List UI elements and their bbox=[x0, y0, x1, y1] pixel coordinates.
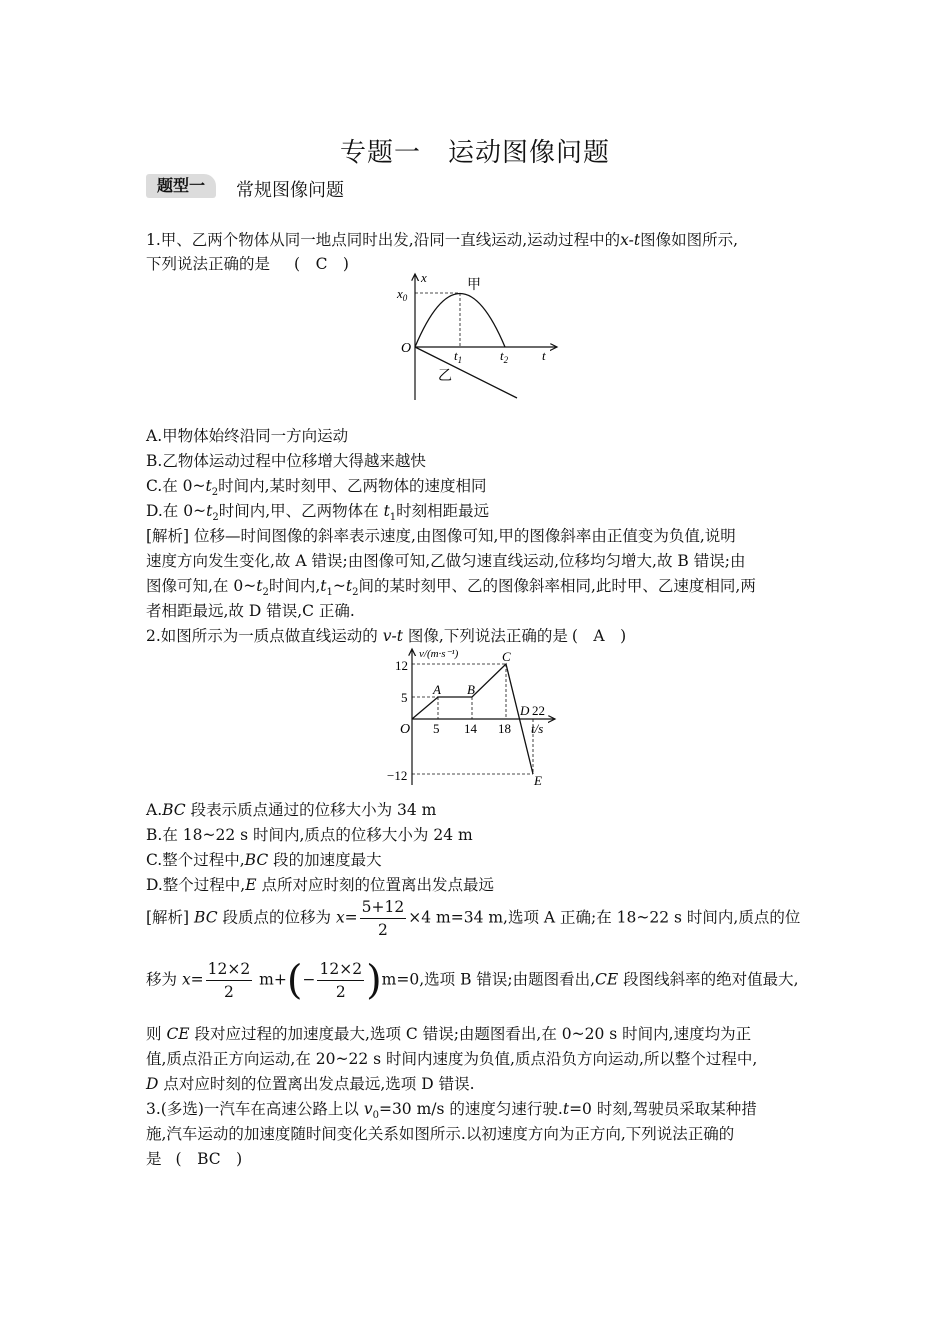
q2-analysis-line2: 移为 x= $\frac{12\times 2}{2}$ m+(− $\frac{12\times 2}{2}$ )m=0,选项 B 错误;由题图看出,CE 段图线斜率的绝对值最大, bbox=[146, 957, 799, 1004]
q1-option-b: B.乙物体运动过程中位移增大得越来越快 bbox=[146, 452, 426, 470]
q2-frac3: $\frac{12\times 2}{2}$ bbox=[319, 960, 363, 1001]
q1-t2-label: $t_2$ bbox=[500, 348, 509, 365]
q2-yneg12: −12 bbox=[387, 768, 408, 783]
q1-analysis-line3: 图像可知,在 $0\sim t_2$时间内$,t_1\sim t_2$间的某时刻甲、乙的图像斜率相同,此时甲、乙速度相同,两 bbox=[146, 577, 756, 599]
q1-origin: O bbox=[401, 341, 412, 356]
q2-stem: 2.如图所示为一质点做直线运动的 v-t 图像,下列说法正确的是 ( A ) bbox=[146, 627, 627, 645]
q2-x22: 22 bbox=[532, 703, 545, 718]
page-title: 专题一 运动图像问题 bbox=[339, 138, 610, 168]
q1-xt-graph bbox=[395, 268, 565, 403]
q2-point-a: A bbox=[433, 682, 441, 697]
q2-option-d: D.整个过程中,E 点所对应时刻的位置离出发点最远 bbox=[146, 876, 494, 894]
q2-frac2: $\frac{12\times 2}{2}$ bbox=[207, 960, 251, 1001]
q1-option-c: C.在 $0\sim t_2$时间内,某时刻甲、乙两物体的速度相同 bbox=[146, 477, 487, 499]
q3-stem-line2: 施,汽车运动的加速度随时间变化关系如图所示.以初速度方向为正方向,下列说法正确的 bbox=[146, 1125, 735, 1143]
q1-yi-label: 乙 bbox=[438, 369, 452, 384]
q2-analysis-line1: [解析] BC 段质点的位移为 x= $\frac{5+12}{2}$ ×4 m=34 m,选项 A 正确;在 18~22 s 时间内,质点的位 bbox=[146, 898, 801, 939]
q2-y12: 12 bbox=[395, 658, 408, 673]
q2-point-e: E bbox=[534, 773, 542, 788]
q2-answer: ( A ) bbox=[571, 627, 627, 645]
section-badge: 题型一 bbox=[146, 174, 216, 198]
q2-v-label: v/(m·s⁻¹) bbox=[419, 648, 459, 660]
q2-y5: 5 bbox=[401, 690, 408, 705]
q1-answer: ( C ) bbox=[294, 255, 349, 273]
q2-option-a: A.BC 段表示质点通过的位移大小为 34 m bbox=[146, 801, 437, 819]
q1-analysis-line2: 速度方向发生变化,故 A 错误;由图像可知,乙做匀速直线运动,位移均匀增大,故 B 错误;由 bbox=[146, 552, 746, 570]
q2-point-d: D bbox=[520, 703, 530, 718]
q3-answer: ( BC ) bbox=[175, 1150, 243, 1168]
q1-option-a: A.甲物体始终沿同一方向运动 bbox=[146, 427, 349, 445]
q1-jia-label: 甲 bbox=[467, 278, 481, 293]
q2-analysis-line5: D 点对应时刻的位置离出发点最远,选项 D 错误. bbox=[146, 1075, 475, 1093]
q1-analysis-line4: 者相距最远,故 D 错误,C 正确. bbox=[146, 602, 355, 620]
q2-point-c: C bbox=[502, 649, 511, 664]
q1-y-label: x bbox=[421, 270, 427, 285]
q3-stem-line1: 3.(多选)一汽车在高速公路上以 $v_0=30$ m/s 的速度匀速行驶.t=0 时刻,驾驶员采取某种措 bbox=[146, 1100, 757, 1122]
q2-analysis-line4: 值,质点沿正方向运动,在 20~22 s 时间内速度为负值,质点沿负方向运动,所以整个过程中, bbox=[146, 1050, 758, 1068]
q1-stem-line2: 下列说法正确的是 ( C ) bbox=[146, 255, 349, 273]
q2-option-b: B.在 18~22 s 时间内,质点的位移大小为 24 m bbox=[146, 826, 473, 844]
q1-x0-label: $x_0$ bbox=[397, 286, 408, 303]
q2-option-c: C.整个过程中,BC 段的加速度最大 bbox=[146, 851, 382, 869]
q2-origin: O bbox=[400, 722, 411, 737]
q1-t1-label: $t_1$ bbox=[454, 348, 463, 365]
q2-frac1: $\frac{5+12}{2}$ bbox=[361, 898, 405, 939]
q2-vt-graph bbox=[383, 645, 563, 790]
q2-x18: 18 bbox=[498, 721, 511, 736]
q3-stem-line3: 是 ( BC ) bbox=[146, 1150, 243, 1168]
section-heading: 常规图像问题 bbox=[236, 180, 344, 201]
q2-point-b: B bbox=[467, 682, 475, 697]
q2-x5: 5 bbox=[433, 721, 440, 736]
q2-analysis-line3: 则 CE 段对应过程的加速度最大,选项 C 错误;由题图看出,在 0~20 s 时间内,速度均为正 bbox=[146, 1025, 752, 1043]
q1-option-d: D.在 $0\sim t_2$时间内,甲、乙两物体在 $t_1$时刻相距最远 bbox=[146, 502, 490, 524]
q1-analysis-line1: [解析] 位移—时间图像的斜率表示速度,由图像可知,甲的图像斜率由正值变为负值,说明 bbox=[146, 527, 736, 545]
q1-stem-line1: 1.甲、乙两个物体从同一地点同时出发,沿同一直线运动,运动过程中的x-t图像如图所示, bbox=[146, 231, 739, 249]
q1-t-label: t bbox=[542, 348, 546, 363]
q2-t-label: t/s bbox=[531, 721, 544, 736]
q2-x14: 14 bbox=[464, 721, 477, 736]
